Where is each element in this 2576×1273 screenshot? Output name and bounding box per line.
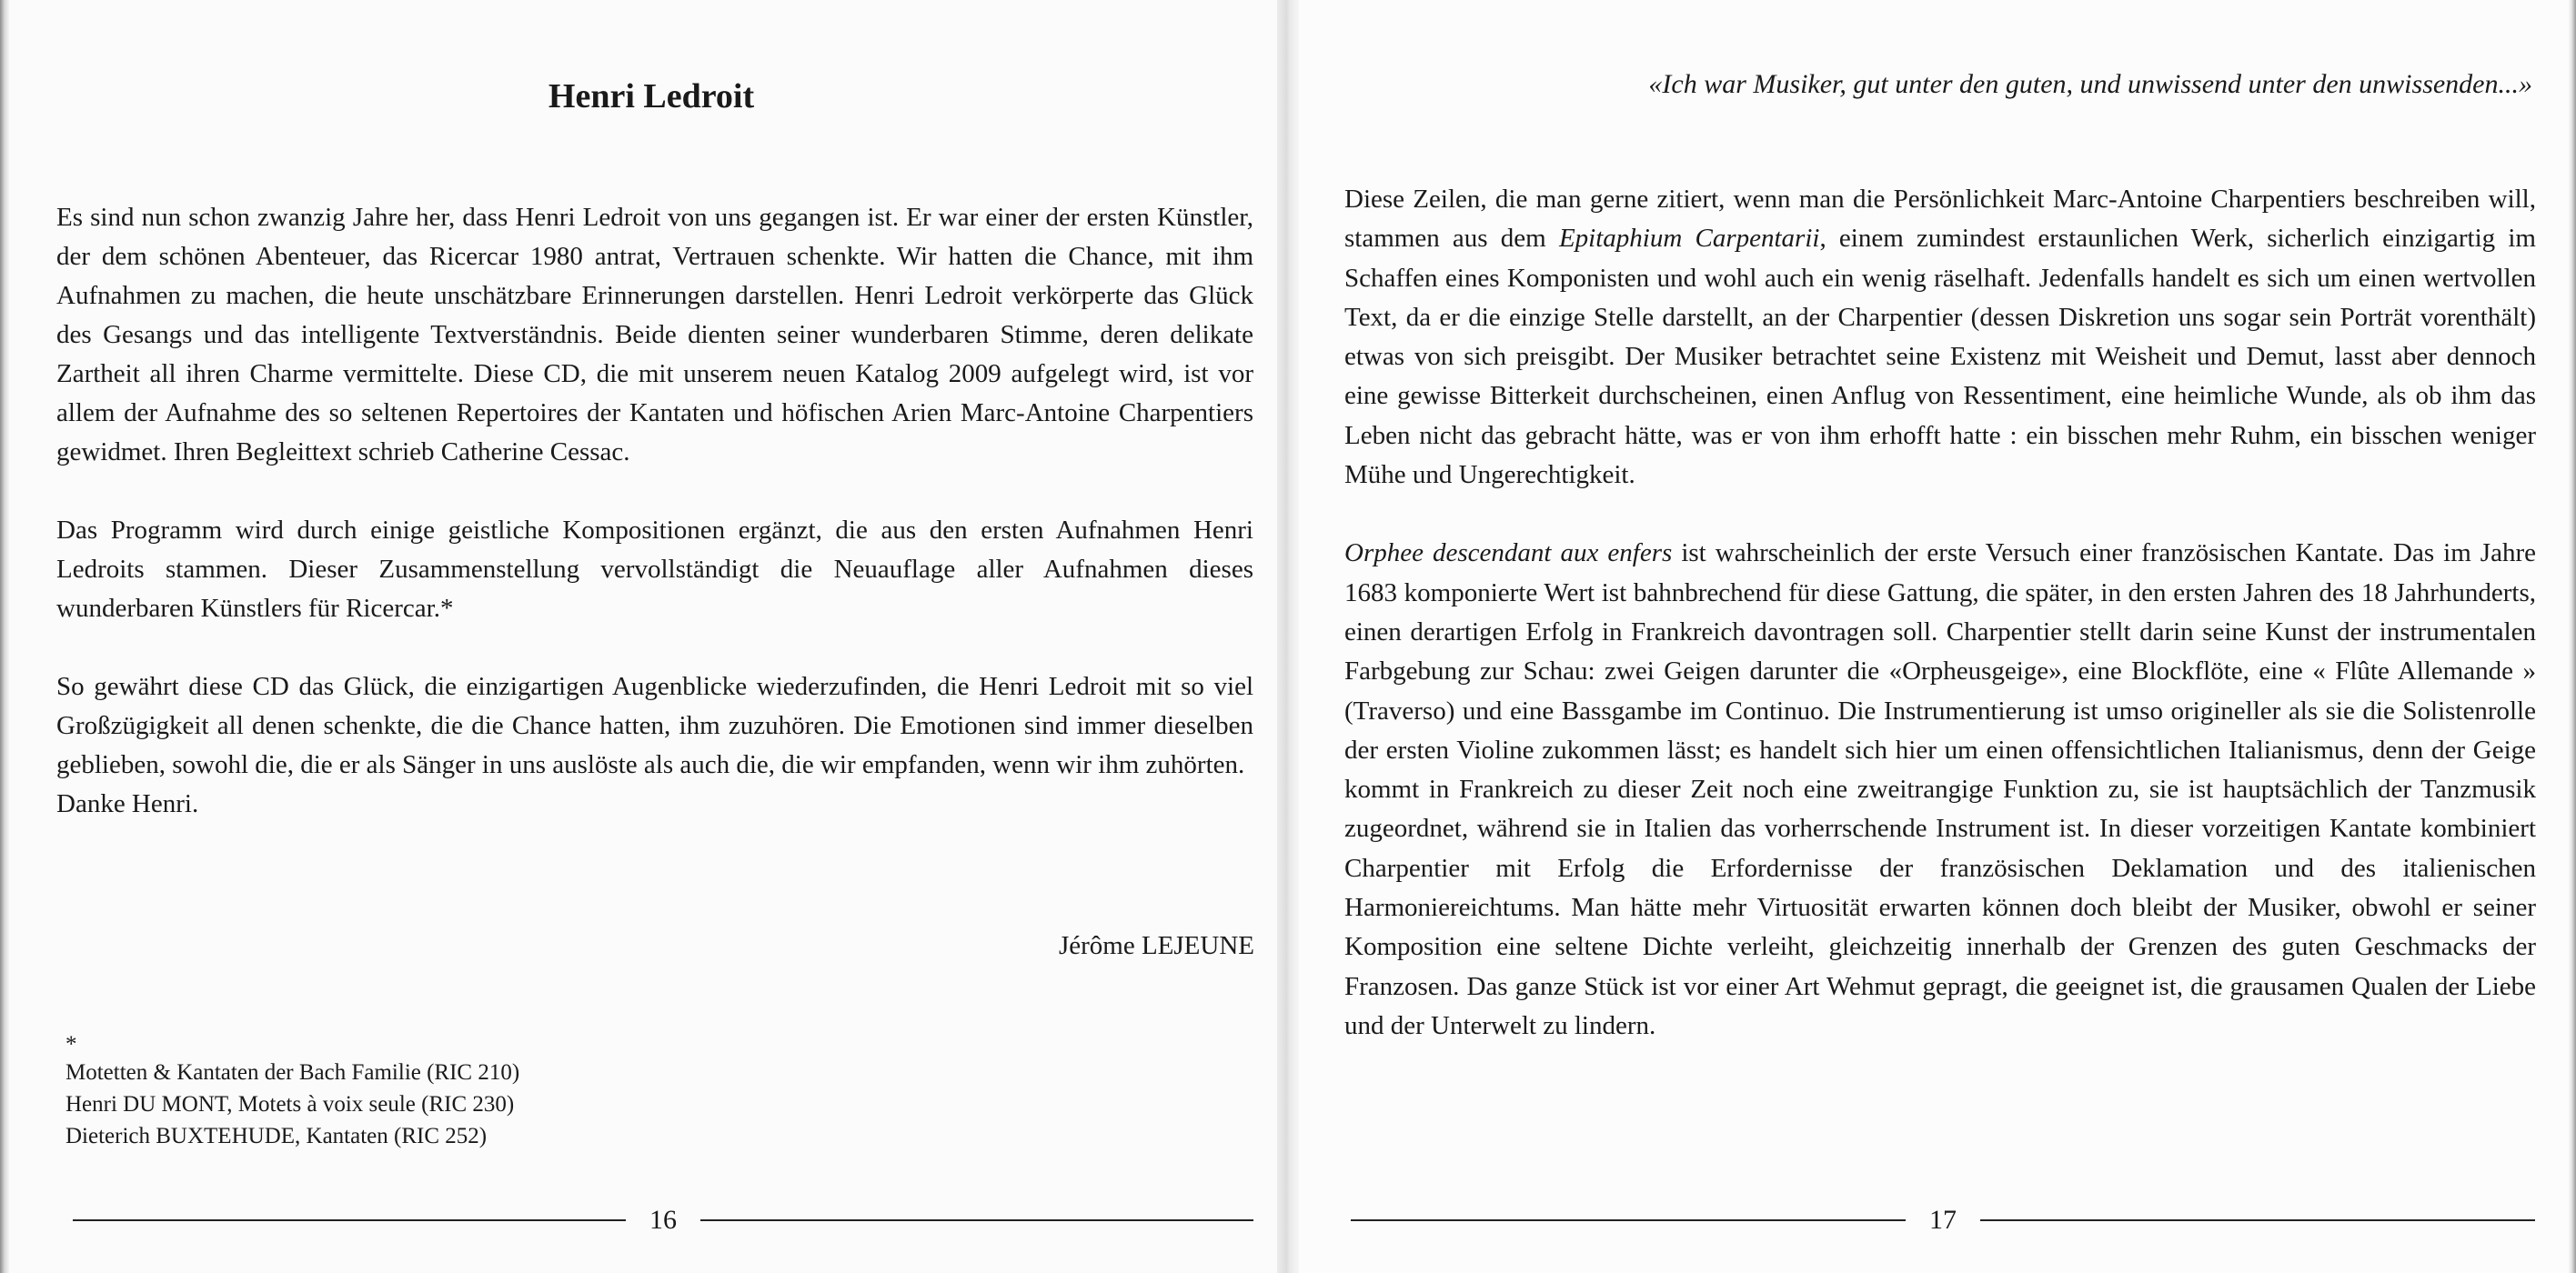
right-paragraph-2-rest: ist wahrscheinlich der erste Versuch einer französischen Kantate. Das im Jahre 1683 komponierte Wert ist bahnbrechend für diese Gattung, die später, in den ersten Jahren des 18 Jahrhunderts, einen derartigen Erfolg in Frankreich davontragen soll. Charpentier stellt darin seine Kunst der instrumentalen Farbgebung zur Schau: zwei Geigen darunter die «Orpheusgeige», eine Blockflöte, eine « Flûte Allemande » (Traverso) und eine Bassgambe im Continuo. Die Instrumentierung ist umso origineller als sie die Solistenrolle der ersten Violine zukommen lässt; es handelt sich hier um einen offensichtlichen Italianismus, denn der Geige kommt in Frankreich zu dieser Zeit noch eine zweitrangige Funktion zu, sie ist hauptsächlich der Tanzmusik zugeordnet, während sie in Italien das vorherrschende Instrument ist. In dieser vorzeitigen Kantate kombiniert Charpentier mit Erfolg die Erfordernisse der französischen Deklamation und des italienischen Harmoniereichtums. Man hätte mehr Virtuosität erwarten können doch bleibt der Musiker, obwohl er seiner Komposition eine seltene Dichte verleiht, gleichzeitig innerhalb der Grenzen des guten Geschmacks der Franzosen. Das ganze Stück ist vor einer Art Wehmut gepragt, die geeignet ist, die grausamen Qualen der Liebe und der Unterwelt zu lindern. — [1344, 538, 2536, 1040]
footnote-item: Dieterich BUXTEHUDE, Kantaten (RIC 252) — [65, 1124, 488, 1148]
work-title-italic: Epitaphium Carpentarii — [1558, 224, 1820, 254]
header-quote: «Ich war Musiker, gut unter den guten, und unwissend unter den unwissenden...» — [1648, 69, 2532, 99]
left-paragraph-1: Es sind nun schon zwanzig Jahre her, dass Henri Ledroit von uns gegangen ist. Er war einer der ersten Künstler, der dem schönen Abenteuer, das Ricercar 1980 antrat, Vertrauen schenkte. Wir hatten die Chance, mit ihm Aufnahmen zu machen, die heute unschätzbare Erinnerungen darstellen. Henri Ledroit verkörperte das Glück des Gesangs und das intelligente Textverständnis. Beide dienten seiner wunderbaren Stimme, deren delikate Zartheit all ihren Charme vermittelte. Diese CD, die mit unserem neuen Katalog 2009 aufgelegt wird, ist vor allem der Aufnahme des so seltenen Repertoires der Kantaten und höfischen Arien Marc-Antoine Charpentiers gewidmet. Ihren Begleittext schrieb Catherine Cessac. — [56, 203, 1253, 466]
right-paragraph-2 — [1344, 534, 2536, 1046]
footnote-item: Motetten & Kantaten der Bach Familie (RIC 210) — [65, 1060, 520, 1085]
work-title-italic: Orphee descendant aux enfers — [1344, 538, 1673, 568]
right-paragraph-1-start: Diese Zeilen, die man gerne zitiert, wenn man die Persönlichkeit Marc-Antoine Charpentiers beschreiben will, stammen aus dem — [1344, 185, 2536, 254]
page-number: 17 — [1929, 1205, 1957, 1235]
folio-rule — [1980, 1219, 2535, 1221]
footnote-marker: * — [65, 1032, 77, 1057]
footnote — [65, 1032, 520, 1152]
folio-rule — [700, 1219, 1253, 1221]
right-paragraph-1 — [1344, 180, 2536, 495]
page-edge-right — [2569, 0, 2576, 1273]
right-body-text — [1344, 180, 2536, 1046]
page-title: Henri Ledroit — [548, 77, 755, 115]
thanks-line: Danke Henri. — [56, 789, 199, 818]
left-paragraph-3-text: So gewährt diese CD das Glück, die einzigartigen Augenblicke wiederzufinden, die Henri Ledroit mit so viel Großzügigkeit all denen schenkte, die die Chance hatten, ihm zuzuhören. Die Emotionen sind immer dieselben geblieben, sowohl die, die er als Sänger in uns auslöste als auch die, die wir empfanden, wenn wir ihm zuhörten. — [56, 672, 1253, 779]
footnote-item: Henri DU MONT, Motets à voix seule (RIC 230) — [65, 1092, 515, 1117]
signature: Jérôme LEJEUNE — [1058, 931, 1254, 960]
left-paragraph-2: Das Programm wird durch einige geistliche Kompositionen ergänzt, die aus den ersten Aufnahmen Henri Ledroits stammen. Dieser Zusammenstellung vervollständigt die Neuauflage aller Aufnahmen dieses wunderbaren Künstlers für Ricercar.* — [56, 516, 1253, 623]
left-paragraph-3 — [56, 667, 1253, 824]
left-body-text — [56, 198, 1253, 824]
page-edge-left — [0, 0, 9, 1273]
folio-rule — [73, 1219, 626, 1221]
page-number: 16 — [649, 1205, 677, 1235]
right-folio — [1351, 1202, 2535, 1238]
left-page — [0, 0, 1284, 1273]
right-paragraph-1-rest: , einem zumindest erstaunlichen Werk, sicherlich einzigartig im Schaffen eines Komponisten und wohl auch ein wenig räselhaft. Jedenfalls handelt es sich um einen wertvollen Text, da er die einzige Stelle darstellt, an der Charpentier (dessen Diskretion uns sogar sein Porträt vorenthält) etwas von sich preisgibt. Der Musiker betrachtet seine Existenz mit Weisheit und Demut, lasst aber dennoch eine gewisse Bitterkeit durchscheinen, einen Anflug von Ressentiment, eine heimliche Wunde, als ob ihm das Leben nicht das gebracht hätte, was er von ihm erhofft hatte : ein bisschen mehr Ruhm, ein bisschen weniger Mühe und Ungerechtigkeit. — [1344, 224, 2536, 490]
book-gutter — [1277, 0, 1299, 1273]
folio-rule — [1351, 1219, 1906, 1221]
left-folio — [73, 1202, 1253, 1238]
